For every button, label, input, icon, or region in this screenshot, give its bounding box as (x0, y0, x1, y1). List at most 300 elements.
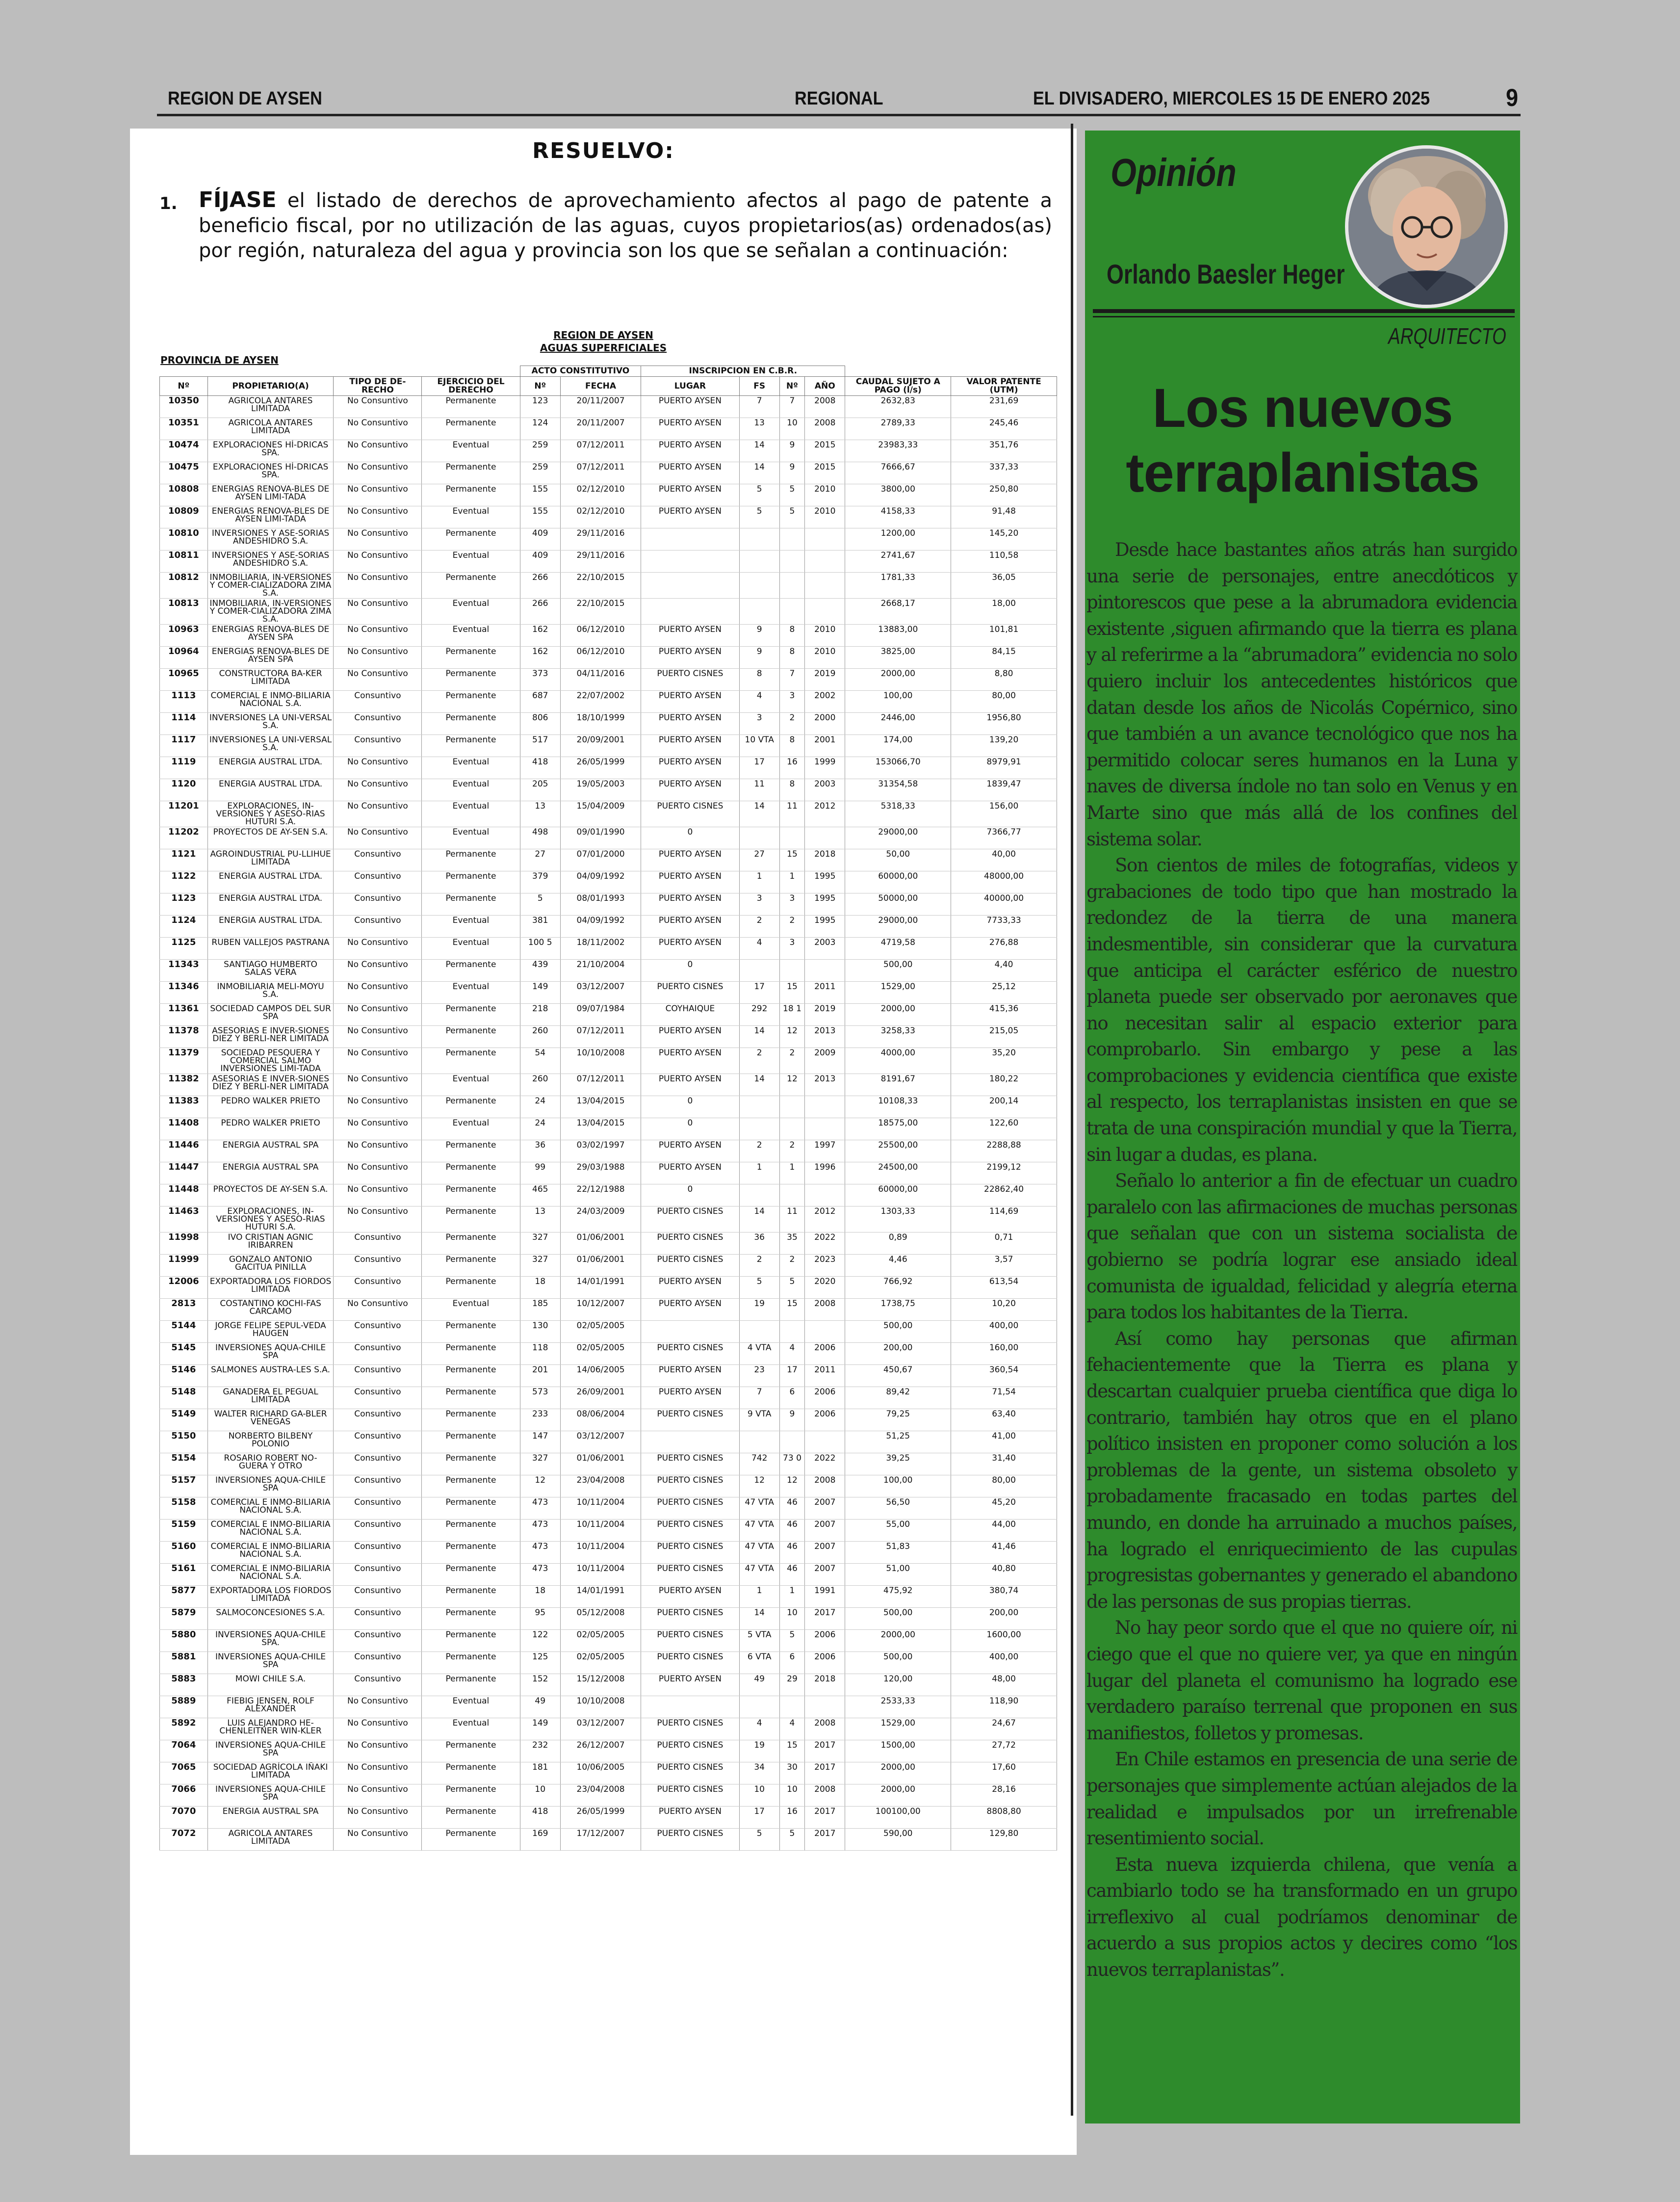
cell-fs: 1 (739, 1586, 779, 1608)
cell-right-type: No Consuntivo (334, 1718, 422, 1740)
cell-exercise: Permanente (422, 1409, 520, 1431)
table-row (160, 1718, 1057, 1740)
cell-flow: 1200,00 (845, 528, 951, 550)
cell-year: 1995 (805, 893, 845, 916)
cell-reg-num: 6 (779, 1652, 804, 1674)
cell-owner: MOWI CHILE S.A. (207, 1674, 334, 1696)
cell-act-num: 118 (520, 1343, 560, 1365)
cell-date: 07/12/2011 (560, 1026, 641, 1048)
col-num: Nº (160, 377, 208, 396)
table-row (160, 938, 1057, 960)
cell-act-num: 152 (520, 1674, 560, 1696)
cell-date: 09/07/1984 (560, 1004, 641, 1026)
cell-owner: SOCIEDAD CAMPOS DEL SUR SPA (207, 1004, 334, 1026)
cell-act-num: 473 (520, 1564, 560, 1586)
cell-year: 2003 (805, 779, 845, 801)
cell-place: PUERTO AYSEN (641, 647, 739, 669)
cell-reg-num: 9 (779, 462, 804, 484)
cell-exercise: Eventual (422, 982, 520, 1004)
cell-flow: 174,00 (845, 735, 951, 757)
cell-fs: 47 VTA (739, 1542, 779, 1564)
cell-fs: 19 (739, 1299, 779, 1321)
cell-date: 01/06/2001 (560, 1255, 641, 1277)
cell-fs: 742 (739, 1453, 779, 1475)
cell-right-type: Consuntivo (334, 1343, 422, 1365)
cell-reg-num: 18 1 (779, 1004, 804, 1026)
cell-patent: 122,60 (951, 1118, 1057, 1140)
cell-num: 5880 (160, 1630, 208, 1652)
cell-place: PUERTO AYSEN (641, 713, 739, 735)
cell-patent: 101,81 (951, 625, 1057, 647)
cell-exercise: Eventual (422, 757, 520, 779)
cell-flow: 24500,00 (845, 1162, 951, 1184)
cell-fs: 47 VTA (739, 1564, 779, 1586)
cell-right-type: No Consuntivo (334, 1140, 422, 1162)
cell-right-type: Consuntivo (334, 1520, 422, 1542)
cell-num: 12006 (160, 1277, 208, 1299)
table-row (160, 1206, 1057, 1232)
cell-year: 2008 (805, 1718, 845, 1740)
cell-patent: 41,46 (951, 1542, 1057, 1564)
cell-num: 11379 (160, 1048, 208, 1074)
item-text (199, 187, 1052, 263)
cell-flow: 1303,33 (845, 1206, 951, 1232)
cell-right-type: Consuntivo (334, 1586, 422, 1608)
cell-exercise: Permanente (422, 735, 520, 757)
cell-act-num: 18 (520, 1586, 560, 1608)
cell-exercise: Permanente (422, 1206, 520, 1232)
cell-owner: INMOBILIARIA MELI-MOYU S.A. (207, 982, 334, 1004)
cell-fs: 23 (739, 1365, 779, 1387)
header-date: EL DIVISADERO, MIERCOLES 15 DE ENERO 2025 (1033, 88, 1430, 109)
cell-reg-num: 17 (779, 1365, 804, 1387)
cell-act-num: 418 (520, 1807, 560, 1829)
cell-reg-num: 2 (779, 1048, 804, 1074)
cell-fs (739, 1184, 779, 1206)
cell-fs: 5 (739, 1277, 779, 1299)
cell-act-num: 147 (520, 1431, 560, 1453)
cell-year: 2011 (805, 982, 845, 1004)
cell-year: 1995 (805, 916, 845, 938)
cell-patent: 0,71 (951, 1232, 1057, 1255)
cell-num: 5150 (160, 1431, 208, 1453)
cell-place: PUERTO CISNES (641, 1829, 739, 1851)
cell-year: 1996 (805, 1162, 845, 1184)
cell-act-num: 10 (520, 1784, 560, 1807)
cell-num: 5157 (160, 1475, 208, 1497)
cell-patent: 200,14 (951, 1096, 1057, 1118)
cell-place: 0 (641, 1118, 739, 1140)
cell-owner: EXPLORACIONES, IN-VERSIONES Y ASESO-RIAS HUTURI S.A. (207, 1206, 334, 1232)
cell-num: 10963 (160, 625, 208, 647)
cell-place (641, 1431, 739, 1453)
table-row (160, 440, 1057, 462)
cell-place: PUERTO CISNES (641, 1255, 739, 1277)
cell-fs: 2 (739, 1140, 779, 1162)
cell-owner: COMERCIAL E INMO-BILIARIA NACIONAL S.A. (207, 1542, 334, 1564)
cell-date: 22/10/2015 (560, 599, 641, 625)
cell-date: 10/11/2004 (560, 1564, 641, 1586)
cell-place (641, 550, 739, 573)
cell-act-num: 473 (520, 1520, 560, 1542)
cell-act-num: 381 (520, 916, 560, 938)
cell-right-type: No Consuntivo (334, 599, 422, 625)
cell-year: 2017 (805, 1829, 845, 1851)
cell-num: 2813 (160, 1299, 208, 1321)
cell-patent: 139,20 (951, 735, 1057, 757)
cell-place: PUERTO AYSEN (641, 1299, 739, 1321)
cell-right-type: No Consuntivo (334, 1740, 422, 1762)
cell-num: 11201 (160, 801, 208, 827)
cell-fs (739, 1696, 779, 1718)
cell-place (641, 528, 739, 550)
cell-place: PUERTO CISNES (641, 1409, 739, 1431)
page-number: 9 (1506, 84, 1519, 111)
cell-num: 5889 (160, 1696, 208, 1718)
cell-owner: INVERSIONES AQUA-CHILE SPA. (207, 1630, 334, 1652)
cell-right-type: Consuntivo (334, 1674, 422, 1696)
cell-exercise: Permanente (422, 1232, 520, 1255)
table-row (160, 757, 1057, 779)
cell-exercise: Permanente (422, 462, 520, 484)
opinion-paragraph: Son cientos de miles de fotografías, videos y grabaciones de todo tipo que han mostrado la redondez de la tierra de una manera indesmentible, sin considerar que la curvatura que anticipa el carácter esférico de nuestro planeta puede ser observado por aeronaves que no necesitan salir al espacio exterior para comprobarlo. Sin embargo y pese a las comprobaciones y evidencia científica que existe al respecto, los terraplanistas insisten en que se trata de una conspiración mundial y que la Tierra, sin lugar a dudas, es plana. (1086, 855, 1517, 1165)
cell-num: 5879 (160, 1608, 208, 1630)
cell-right-type: Consuntivo (334, 713, 422, 735)
cell-year: 2010 (805, 625, 845, 647)
cell-patent: 40,80 (951, 1564, 1057, 1586)
cell-owner: ENERGIA AUSTRAL LTDA. (207, 779, 334, 801)
cell-exercise: Eventual (422, 1118, 520, 1140)
cell-owner: EXPLORACIONES HÍ-DRICAS SPA. (207, 440, 334, 462)
table-row (160, 1140, 1057, 1162)
table-row (160, 1184, 1057, 1206)
cell-year (805, 1321, 845, 1343)
cell-reg-num: 9 (779, 1409, 804, 1431)
cell-year (805, 827, 845, 849)
cell-owner: SALMONES AUSTRA-LES S.A. (207, 1365, 334, 1387)
cell-exercise: Permanente (422, 1630, 520, 1652)
cell-act-num: 201 (520, 1365, 560, 1387)
cell-right-type: Consuntivo (334, 1431, 422, 1453)
cell-right-type: No Consuntivo (334, 573, 422, 599)
cell-num: 11999 (160, 1255, 208, 1277)
cell-flow: 2000,00 (845, 669, 951, 691)
cell-exercise: Permanente (422, 1096, 520, 1118)
cell-flow: 23983,33 (845, 440, 951, 462)
cell-reg-num: 7 (779, 669, 804, 691)
cell-fs: 7 (739, 1387, 779, 1409)
cell-place: PUERTO AYSEN (641, 1807, 739, 1829)
cell-reg-num: 15 (779, 982, 804, 1004)
table-row (160, 916, 1057, 938)
cell-year: 1995 (805, 871, 845, 893)
col-fs: FS (739, 377, 779, 396)
cell-date: 02/05/2005 (560, 1343, 641, 1365)
cell-right-type: No Consuntivo (334, 827, 422, 849)
cell-place (641, 573, 739, 599)
cell-date: 19/05/2003 (560, 779, 641, 801)
page-header (157, 83, 1521, 118)
cell-flow: 450,67 (845, 1365, 951, 1387)
cell-patent: 380,74 (951, 1586, 1057, 1608)
table-row (160, 801, 1057, 827)
cell-date: 14/06/2005 (560, 1365, 641, 1387)
cell-num: 5146 (160, 1365, 208, 1387)
cell-fs (739, 550, 779, 573)
table-row (160, 827, 1057, 849)
cell-date: 03/12/2007 (560, 1718, 641, 1740)
cell-place: PUERTO AYSEN (641, 735, 739, 757)
cell-patent: 22862,40 (951, 1184, 1057, 1206)
cell-year: 2009 (805, 1048, 845, 1074)
cell-patent: 145,20 (951, 528, 1057, 550)
cell-flow: 0,89 (845, 1232, 951, 1255)
table-row (160, 1004, 1057, 1026)
cell-flow: 5318,33 (845, 801, 951, 827)
cell-reg-num: 3 (779, 893, 804, 916)
cell-fs: 3 (739, 893, 779, 916)
cell-flow: 7666,67 (845, 462, 951, 484)
cell-owner: AGRICOLA ANTARES LIMITADA (207, 1829, 334, 1851)
cell-num: 5881 (160, 1652, 208, 1674)
cell-owner: EXPLORACIONES HÍ-DRICAS SPA. (207, 462, 334, 484)
cell-owner: SANTIAGO HUMBERTO SALAS VERA (207, 960, 334, 982)
cell-patent: 200,00 (951, 1608, 1057, 1630)
cell-place: PUERTO AYSEN (641, 484, 739, 506)
cell-flow: 2741,67 (845, 550, 951, 573)
cell-date: 29/03/1988 (560, 1162, 641, 1184)
cell-act-num: 259 (520, 462, 560, 484)
cell-date: 03/12/2007 (560, 982, 641, 1004)
cell-reg-num: 12 (779, 1026, 804, 1048)
cell-year (805, 960, 845, 982)
cell-exercise: Permanente (422, 893, 520, 916)
cell-patent: 25,12 (951, 982, 1057, 1004)
cell-fs: 4 (739, 938, 779, 960)
cell-flow: 2000,00 (845, 1004, 951, 1026)
cell-place: PUERTO AYSEN (641, 1074, 739, 1096)
cell-flow: 500,00 (845, 1321, 951, 1343)
cell-year: 1991 (805, 1586, 845, 1608)
cell-fs: 6 VTA (739, 1652, 779, 1674)
cell-reg-num (779, 550, 804, 573)
cell-patent: 27,72 (951, 1740, 1057, 1762)
cell-exercise: Permanente (422, 1652, 520, 1674)
cell-flow: 766,92 (845, 1277, 951, 1299)
cell-reg-num: 11 (779, 801, 804, 827)
cell-act-num: 409 (520, 528, 560, 550)
cell-date: 02/05/2005 (560, 1630, 641, 1652)
cell-place: 0 (641, 1184, 739, 1206)
cell-act-num: 99 (520, 1162, 560, 1184)
cell-act-num: 218 (520, 1004, 560, 1026)
cell-place (641, 1696, 739, 1718)
cell-reg-num: 73 0 (779, 1453, 804, 1475)
cell-right-type: Consuntivo (334, 871, 422, 893)
cell-fs: 14 (739, 1206, 779, 1232)
cell-num: 10965 (160, 669, 208, 691)
cell-exercise: Permanente (422, 1387, 520, 1409)
cell-act-num: 149 (520, 1718, 560, 1740)
cell-year: 1997 (805, 1140, 845, 1162)
table-row (160, 1026, 1057, 1048)
cell-date: 13/04/2015 (560, 1118, 641, 1140)
cell-exercise: Permanente (422, 1026, 520, 1048)
cell-date: 06/12/2010 (560, 647, 641, 669)
cell-date: 24/03/2009 (560, 1206, 641, 1232)
headline-line-2: terraplanistas (1126, 442, 1479, 503)
cell-patent: 351,76 (951, 440, 1057, 462)
cell-patent: 156,00 (951, 801, 1057, 827)
cell-date: 10/11/2004 (560, 1497, 641, 1520)
table-row (160, 599, 1057, 625)
cell-date: 22/07/2002 (560, 691, 641, 713)
cell-year: 2012 (805, 1206, 845, 1232)
cell-patent: 40,00 (951, 849, 1057, 871)
cell-reg-num: 9 (779, 440, 804, 462)
cell-num: 7070 (160, 1807, 208, 1829)
cell-patent: 40000,00 (951, 893, 1057, 916)
cell-place: PUERTO CISNES (641, 1740, 739, 1762)
cell-reg-num (779, 1184, 804, 1206)
cell-owner: INVERSIONES AQUA-CHILE SPA (207, 1343, 334, 1365)
cell-date: 10/06/2005 (560, 1762, 641, 1784)
cell-date: 26/05/1999 (560, 1807, 641, 1829)
cell-year: 2018 (805, 849, 845, 871)
cell-reg-num (779, 1431, 804, 1453)
cell-exercise: Permanente (422, 713, 520, 735)
opinion-body (1086, 537, 1517, 1983)
cell-exercise: Permanente (422, 647, 520, 669)
cell-patent: 276,88 (951, 938, 1057, 960)
cell-num: 5154 (160, 1453, 208, 1475)
cell-date: 10/10/2008 (560, 1696, 641, 1718)
cell-patent: 3,57 (951, 1255, 1057, 1277)
resolution-heading: RESUELVO: (532, 138, 674, 163)
table-row (160, 1564, 1057, 1586)
cell-date: 15/04/2009 (560, 801, 641, 827)
cell-right-type: No Consuntivo (334, 528, 422, 550)
col-act-num: Nº (520, 377, 560, 396)
cell-reg-num (779, 599, 804, 625)
cell-owner: LUIS ALEJANDRO HE-CHENLEITNER WIN-KLER (207, 1718, 334, 1740)
cell-fs: 14 (739, 1026, 779, 1048)
cell-year (805, 1696, 845, 1718)
cell-flow: 60000,00 (845, 871, 951, 893)
resolution-item (159, 187, 1052, 263)
cell-exercise: Eventual (422, 916, 520, 938)
cell-year: 2008 (805, 1475, 845, 1497)
cell-patent: 2199,12 (951, 1162, 1057, 1184)
cell-flow: 2000,00 (845, 1630, 951, 1652)
cell-num: 5144 (160, 1321, 208, 1343)
cell-owner: INVERSIONES Y ASE-SORIAS ANDESHIDRO S.A. (207, 550, 334, 573)
table-row (160, 1096, 1057, 1118)
cell-fs: 10 VTA (739, 735, 779, 757)
table-row (160, 1829, 1057, 1851)
cell-date: 02/05/2005 (560, 1652, 641, 1674)
author-profession: ARQUITECTO (1388, 323, 1506, 349)
cell-exercise: Eventual (422, 938, 520, 960)
opinion-paragraph: Señalo lo anterior a fin de efectuar un cuadro paralelo con las afirmaciones de muchas personas que señalan que con un sistema socialista de gobierno se podría lograr ese ansiado ideal comunista de igualdad, felicidad y alegría eterna para todos los habitantes de la Tierra. (1086, 1170, 1517, 1323)
cell-right-type: No Consuntivo (334, 938, 422, 960)
province-label: PROVINCIA DE AYSEN (160, 354, 279, 366)
cell-right-type: No Consuntivo (334, 1184, 422, 1206)
table-row (160, 1387, 1057, 1409)
table-row (160, 1807, 1057, 1829)
cell-reg-num: 1 (779, 871, 804, 893)
table-group-header (160, 366, 1057, 377)
cell-place: PUERTO CISNES (641, 1206, 739, 1232)
cell-place: PUERTO AYSEN (641, 1365, 739, 1387)
opinion-headline (1085, 376, 1520, 505)
cell-fs: 49 (739, 1674, 779, 1696)
cell-flow: 1529,00 (845, 982, 951, 1004)
cell-exercise: Permanente (422, 1184, 520, 1206)
cell-place: PUERTO AYSEN (641, 1674, 739, 1696)
cell-place: COYHAIQUE (641, 1004, 739, 1026)
cell-right-type: Consuntivo (334, 1564, 422, 1586)
cell-right-type: No Consuntivo (334, 506, 422, 528)
cell-flow: 590,00 (845, 1829, 951, 1851)
cell-num: 11343 (160, 960, 208, 982)
cell-flow: 500,00 (845, 1608, 951, 1630)
cell-year: 2008 (805, 418, 845, 440)
cell-fs: 11 (739, 779, 779, 801)
cell-right-type: No Consuntivo (334, 1784, 422, 1807)
cell-year: 2008 (805, 1299, 845, 1321)
cell-right-type: Consuntivo (334, 1255, 422, 1277)
cell-act-num: 259 (520, 440, 560, 462)
cell-date: 03/12/2007 (560, 1431, 641, 1453)
cell-owner: INMOBILIARIA, IN-VERSIONES Y COMER-CIALIZADORA ZIMA S.A. (207, 573, 334, 599)
cell-right-type: No Consuntivo (334, 418, 422, 440)
cell-date: 04/09/1992 (560, 871, 641, 893)
cell-exercise: Eventual (422, 599, 520, 625)
cell-fs (739, 1321, 779, 1343)
group-acto: ACTO CONSTITUTIVO (520, 366, 641, 377)
table-row (160, 982, 1057, 1004)
cell-reg-num: 2 (779, 916, 804, 938)
group-inscripcion: INSCRIPCION EN C.B.R. (641, 366, 845, 377)
cell-patent: 80,00 (951, 1475, 1057, 1497)
cell-owner: PEDRO WALKER PRIETO (207, 1118, 334, 1140)
cell-year (805, 599, 845, 625)
cell-date: 20/11/2007 (560, 396, 641, 418)
cell-patent: 250,80 (951, 484, 1057, 506)
cell-place: PUERTO AYSEN (641, 625, 739, 647)
cell-year (805, 528, 845, 550)
cell-num: 1122 (160, 871, 208, 893)
cell-flow: 29000,00 (845, 827, 951, 849)
cell-reg-num: 46 (779, 1497, 804, 1520)
cell-year: 2006 (805, 1387, 845, 1409)
cell-place: PUERTO CISNES (641, 1232, 739, 1255)
cell-owner: GONZALO ANTONIO GACITUA PINILLA (207, 1255, 334, 1277)
table-header (160, 377, 1057, 396)
cell-place: PUERTO CISNES (641, 982, 739, 1004)
cell-reg-num: 46 (779, 1520, 804, 1542)
cell-date: 15/12/2008 (560, 1674, 641, 1696)
cell-owner: COMERCIAL E INMO-BILIARIA NACIONAL S.A. (207, 1497, 334, 1520)
cell-exercise: Permanente (422, 1674, 520, 1696)
cell-year (805, 1184, 845, 1206)
cell-fs: 5 VTA (739, 1630, 779, 1652)
table-row (160, 669, 1057, 691)
cell-owner: EXPORTADORA LOS FIORDOS LIMITADA (207, 1277, 334, 1299)
cell-place: PUERTO CISNES (641, 1652, 739, 1674)
cell-right-type: No Consuntivo (334, 779, 422, 801)
